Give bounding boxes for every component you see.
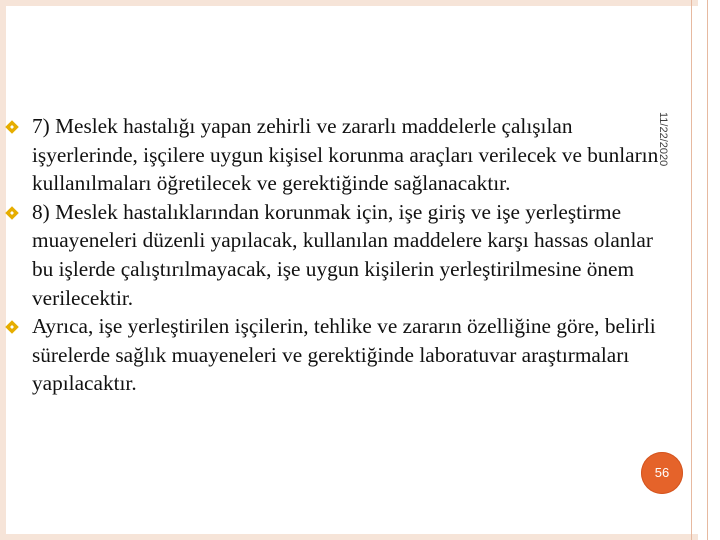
bullet-text: 7) Meslek hastalığı yapan zehirli ve zararlı maddelerle çalışılan işyerlerinde, işçilere uygun kişisel korunma araçları verilecek ve bunların kullanılmaları öğretilecek ve gerektiğinde sağlanacaktır.: [32, 114, 659, 196]
bullet-item-ayrica: [0, 312, 690, 398]
diamond-bullet-icon: [5, 120, 19, 134]
bullet-item-8: [0, 198, 690, 312]
page-number-badge: 56: [641, 452, 683, 494]
diamond-bullet-icon: [5, 320, 19, 334]
frame-right-line: [691, 0, 692, 540]
slide-date-text: 11/22/2020: [657, 112, 669, 167]
bullet-item-7: [0, 112, 690, 198]
frame-right-band: [698, 0, 720, 540]
frame-top-border: [0, 0, 720, 6]
frame-right-line-outer: [707, 0, 708, 540]
diamond-bullet-icon: [5, 206, 19, 220]
bullet-text: 8) Meslek hastalıklarından korunmak için, işe giriş ve işe yerleştirme muayeneleri düzenli yapılacak, kullanılan maddelere karşı hassas olanlar bu işlerde çalıştırılmayacak, işe uygun kişilerin yerleştirilmesine önem verilecektir.: [32, 199, 653, 310]
bullet-text: Ayrıca, işe yerleştirilen işçilerin, tehlike ve zararın özelliğine göre, belirli sürelerde sağlık muayeneleri ve gerektiğinde laboratuvar araştırmaları yapılacaktır.: [32, 314, 656, 396]
bullet-list: [0, 112, 690, 398]
frame-bottom-border: [0, 534, 720, 540]
